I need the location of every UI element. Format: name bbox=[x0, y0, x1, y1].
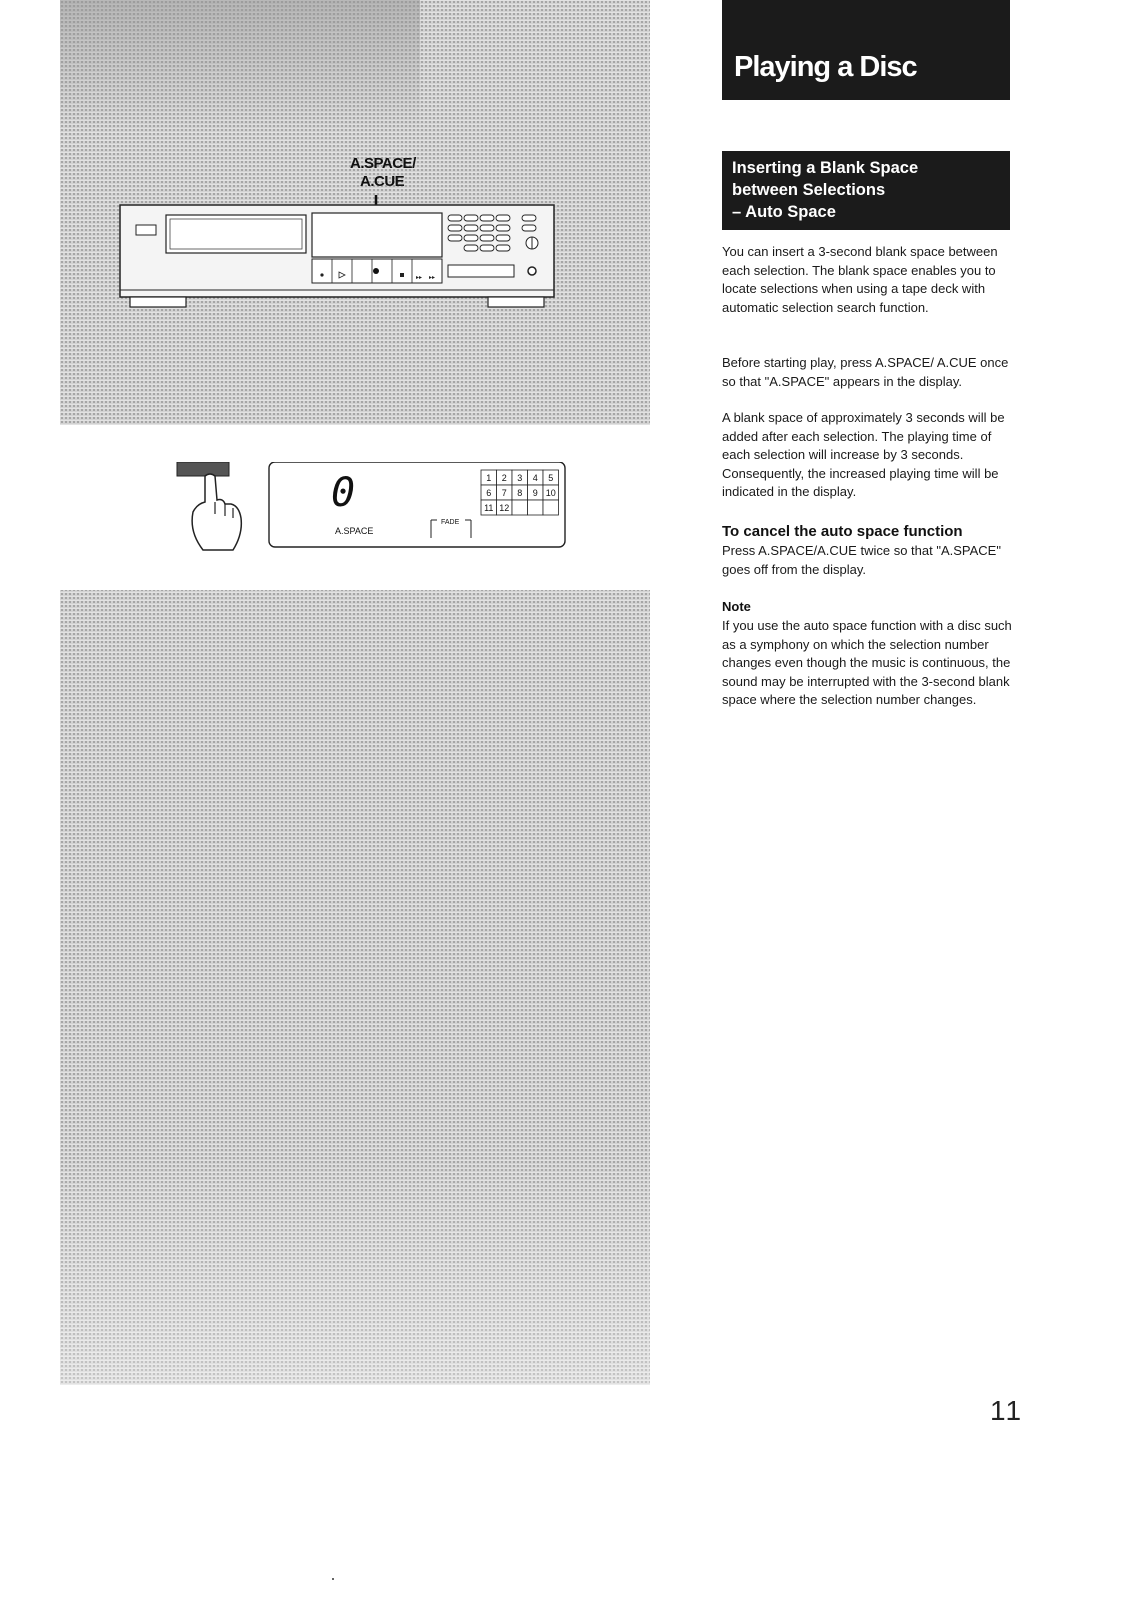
page-title: Playing a Disc bbox=[734, 51, 917, 83]
section-heading-line-1: Inserting a Blank Space bbox=[732, 159, 919, 177]
track-number: 3 bbox=[517, 473, 523, 483]
cd-player-drawing bbox=[118, 195, 558, 320]
callout-line-1: A.SPACE/ bbox=[350, 155, 416, 172]
track-number: 6 bbox=[486, 488, 492, 498]
page-number: 11 bbox=[990, 1395, 1024, 1426]
button-callout-label bbox=[350, 155, 416, 191]
display-illustration bbox=[175, 462, 595, 587]
step-1-paragraph bbox=[722, 354, 1012, 391]
halftone-fade bbox=[60, 1150, 650, 1385]
track-number: 8 bbox=[517, 488, 523, 498]
intro-paragraph bbox=[722, 243, 1012, 317]
section-heading-line-3: – Auto Space bbox=[732, 203, 836, 221]
svg-text:▸▸: ▸▸ bbox=[429, 275, 436, 281]
title-banner bbox=[722, 0, 1010, 100]
track-number: 5 bbox=[548, 473, 554, 483]
track-number: 2 bbox=[501, 473, 507, 483]
note-paragraph bbox=[722, 617, 1012, 710]
track-cell bbox=[543, 500, 559, 515]
track-number: 12 bbox=[499, 503, 510, 513]
track-number-grid bbox=[481, 470, 559, 515]
callout-line-2: A.CUE bbox=[360, 173, 405, 190]
halftone-shade bbox=[60, 0, 420, 130]
fade-indicator: FADE bbox=[441, 519, 460, 526]
track-number: 7 bbox=[501, 488, 507, 498]
track-number: 11 bbox=[484, 503, 494, 513]
intro-text: You can insert a 3-second blank space between each selection. The blank space enables you to locate selections when using a tape deck with automatic selection search function. bbox=[722, 244, 998, 315]
svg-text:▸▸: ▸▸ bbox=[416, 275, 423, 281]
cancel-heading: To cancel the auto space function bbox=[722, 523, 963, 540]
step-1-text: Before starting play, press A.SPACE/ A.CUE once so that "A.SPACE" appears in the display. bbox=[722, 355, 1009, 389]
track-number: 1 bbox=[486, 473, 492, 483]
section-heading bbox=[722, 151, 1010, 230]
track-number: 10 bbox=[545, 488, 556, 498]
track-cell bbox=[528, 500, 544, 515]
track-number: 4 bbox=[532, 473, 538, 483]
note-heading: Note bbox=[722, 599, 751, 614]
step-2-text: A blank space of approximately 3 seconds will be added after each selection. The playing time of each selection will increase by 3 seconds. Consequently, the increased playing time will be indicated in the display. bbox=[722, 410, 1005, 499]
display-digit: 0 bbox=[331, 470, 356, 516]
step-2-paragraph bbox=[722, 409, 1012, 502]
track-number: 9 bbox=[532, 488, 538, 498]
a-space-indicator: A.SPACE bbox=[335, 526, 374, 536]
note-text: If you use the auto space function with a disc such as a symphony on which the selection number changes even though the music is continuous, the sound may be interrupted with the 3-second blank space where the selection number changes. bbox=[722, 618, 1012, 707]
cancel-paragraph bbox=[722, 542, 1012, 579]
print-speck bbox=[332, 1578, 334, 1580]
cancel-text: Press A.SPACE/A.CUE twice so that "A.SPACE" goes off from the display. bbox=[722, 543, 1001, 577]
track-cell bbox=[512, 500, 528, 515]
section-heading-line-2: between Selections bbox=[732, 181, 886, 199]
